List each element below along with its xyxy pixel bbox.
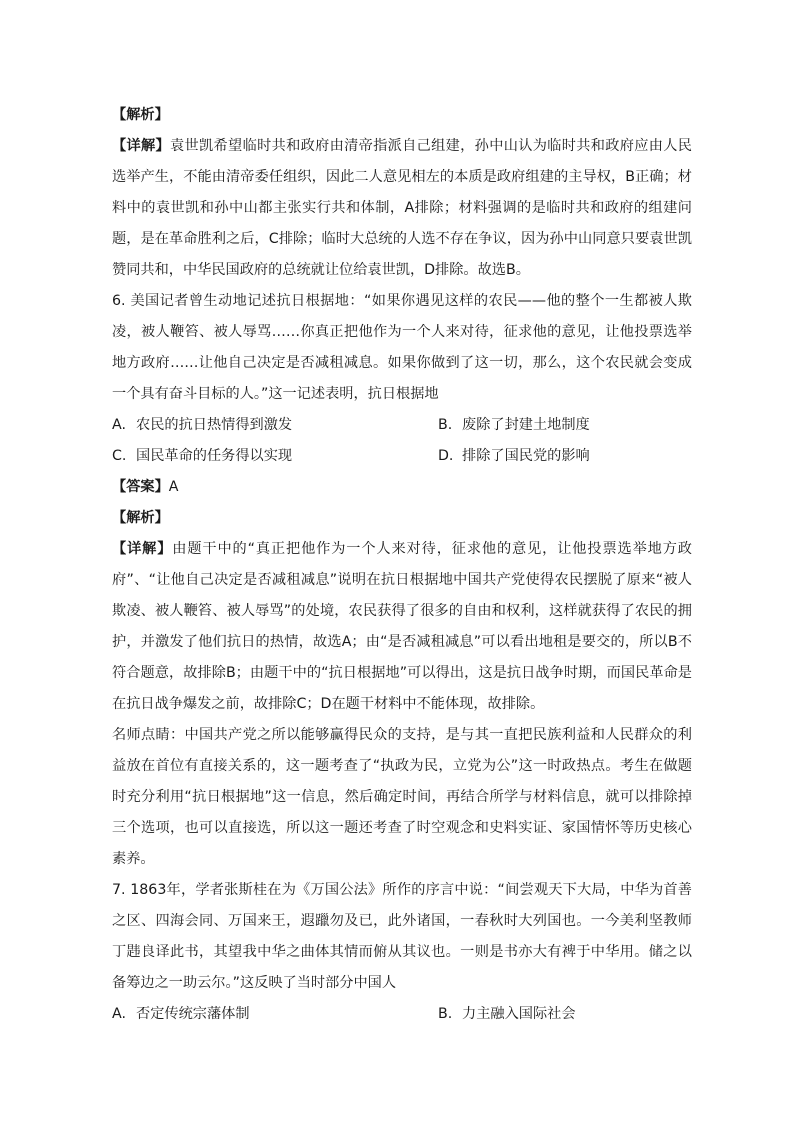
question-7-stem: 7. 1863年，学者张斯桂在为《万国公法》所作的序言中说：“间尝观天下大局，中华为首善之区、四海会同、万国来王，遐躐勿及已，此外诸国，一春秋时大列国也。一今美利坚教师丁韪良译此书，其望我中华之曲体其情而俯从其议也。一则是书亦大有裨于中华用。储之以备筹边之一助云尔。”这反映了当时部分中国人 bbox=[112, 882, 692, 991]
option-d[interactable]: D. 排除了国民党的影响 bbox=[438, 448, 590, 464]
question-7-options bbox=[112, 999, 692, 1030]
option-a[interactable]: A. 农民的抗日热情得到激发 bbox=[112, 417, 293, 433]
answer-line bbox=[112, 472, 692, 503]
answer-tag: 【答案】 bbox=[112, 479, 169, 495]
question-6-options bbox=[112, 410, 692, 472]
detail-text: 袁世凯希望临时共和政府由清帝指派自己组建，孙中山认为临时共和政府应由人民选举产生，不能由清帝委任组织，因此二人意见相左的本质是政府组建的主导权，B正确；材料中的袁世凯和孙中山都主张实行共和体制，A排除；材料强调的是临时共和政府的组建问题，是在革命胜利之后，C排除；临时大总统的人选不存在争议，因为孙中山同意只要袁世凯赞同共和，中华民国政府的总统就让位给袁世凯，D排除。故选B。 bbox=[112, 138, 692, 278]
analysis-heading: 【解析】 bbox=[112, 107, 169, 123]
document-content bbox=[112, 100, 692, 1030]
answer-value: A bbox=[168, 479, 179, 495]
detail-text: 由题干中的“真正把他作为一个人来对待，征求他的意见，让他投票选举地方政府”、“让他自己决定是否减租减息”说明在抗日根据地中国共产党使得农民摆脱了原来“被人欺凌、被人鞭笞、被人辱骂”的处境，农民获得了很多的自由和权利，这样就获得了农民的拥护，并激发了他们抗日的热情，故选A；由“是否减租减息”可以看出地租是要交的，所以B不符合题意，故排除B；由题干中的“抗日根据地”可以得出，这是抗日战争时期，而国民革命是在抗日战争爆发之前，故排除C；D在题干材料中不能体现，故排除。 bbox=[112, 541, 692, 712]
option-b[interactable]: B. 力主融入国际社会 bbox=[438, 1006, 576, 1022]
analysis-heading-q6: 【解析】 bbox=[112, 510, 169, 526]
option-a[interactable]: A. 否定传统宗藩体制 bbox=[112, 1006, 250, 1022]
question-6-stem: 6. 美国记者曾生动地记述抗日根据地：“如果你遇见这样的农民——他的整个一生都被人欺凌，被人鞭笞、被人辱骂……你真正把他作为一个人来对待，征求他的意见，让他投票选举地方政府……让他自己决定是否减租减息。如果你做到了这一切，那么，这个农民就会变成一个具有奋斗目标的人。”这一记述表明，抗日根据地 bbox=[112, 293, 692, 402]
detail-paragraph-q5 bbox=[112, 131, 692, 286]
detail-tag: 【详解】 bbox=[112, 541, 173, 557]
detail-paragraph-q6 bbox=[112, 534, 692, 720]
option-b[interactable]: B. 废除了封建土地制度 bbox=[438, 417, 590, 433]
detail-tag: 【详解】 bbox=[112, 138, 171, 154]
option-c[interactable]: C. 国民革命的任务得以实现 bbox=[112, 448, 293, 464]
teacher-note: 名师点睛：中国共产党之所以能够赢得民众的支持，是与其一直把民族利益和人民群众的利益放在首位有直接关系的，这一题考查了“执政为民，立党为公”这一时政热点。考生在做题时充分利用“抗日根据地”这一信息，然后确定时间，再结合所学与材料信息，就可以排除掉三个选项，也可以直接选，所以这一题还考查了时空观念和史料实证、家国情怀等历史核心素养。 bbox=[112, 727, 692, 867]
